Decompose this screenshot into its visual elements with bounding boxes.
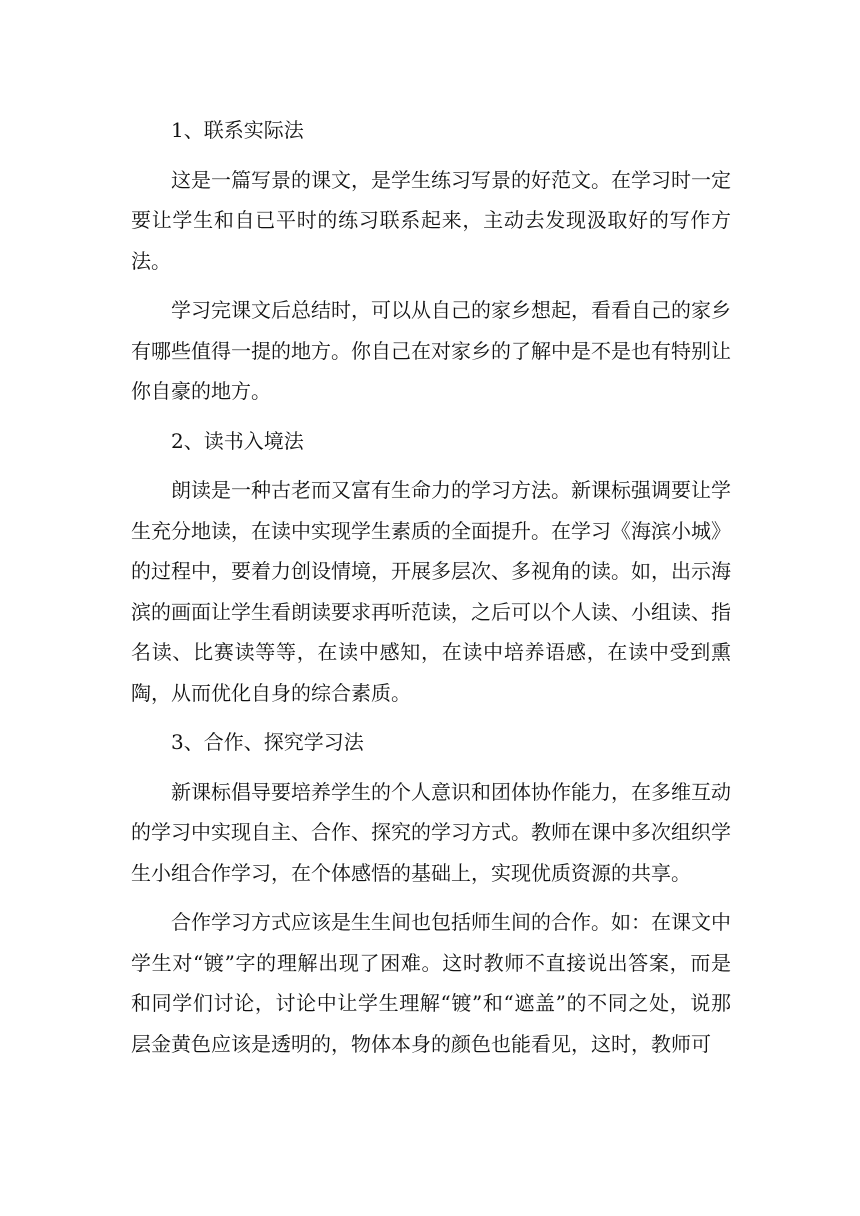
paragraph-2: 学习完课文后总结时，可以从自己的家乡想起，看看自己的家乡有哪些值得一提的地方。你自己在对家乡的了解中是不是也有特别让你自豪的地方。 <box>131 298 731 403</box>
section-heading-2: 2、读书入境法 <box>171 428 304 453</box>
paragraph-3: 朗读是一种古老而又富有生命力的学习方法。新课标强调要让学生充分地读，在读中实现学生素质的全面提升。在学习《海滨小城》的过程中，要着力创设情境，开展多层次、多视角的读。如，出示海滨的画面让学生看朗读要求再听范读，之后可以个人读、小组读、指名读、比赛读等等，在读中感知，在读中培养语感，在读中受到熏陶，从而优化自身的综合素质。 <box>131 478 731 705</box>
document-body <box>131 110 731 1073</box>
section-heading-3: 3、合作、探究学习法 <box>171 730 364 754</box>
section-heading-1: 1、联系实际法 <box>171 118 304 142</box>
paragraph-5: 合作学习方式应该是生生间也包括师生间的合作。如：在课文中学生对“镀”字的理解出现了困难。这时教师不直接说出答案，而是和同学们讨论，讨论中让学生理解“镀”和“遮盖”的不同之处，说那层金黄色应该是透明的，物体本身的颜色也能看见，这时，教师可 <box>131 910 731 1056</box>
paragraph-4: 新课标倡导要培养学生的个人意识和团体协作能力，在多维互动的学习中实现自主、合作、探究的学习方式。教师在课中多次组织学生小组合作学习，在个体感悟的基础上，实现优质资源的共享。 <box>131 779 731 885</box>
paragraph-1: 这是一篇写景的课文，是学生练习写景的好范文。在学习时一定要让学生和自已平时的练习联系起来，主动去发现汲取好的写作方法。 <box>131 167 731 273</box>
